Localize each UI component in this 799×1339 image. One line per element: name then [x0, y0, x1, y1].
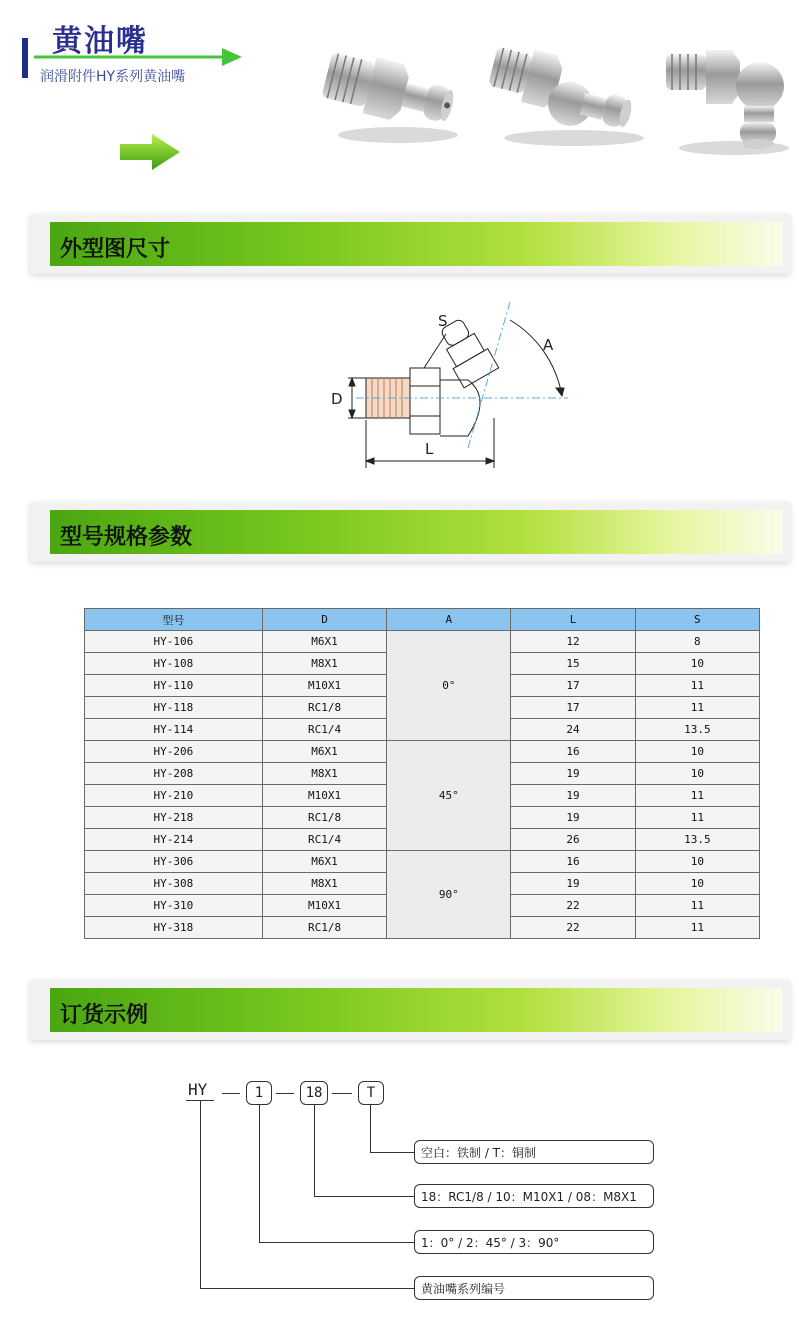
cell-d: RC1/8 [262, 697, 386, 719]
table-row [85, 741, 760, 763]
cell-l: 19 [511, 763, 635, 785]
cell-d: M10X1 [262, 895, 386, 917]
cell-l: 19 [511, 873, 635, 895]
section-title-order: 订货示例 [60, 1002, 149, 1028]
cell-s: 13.5 [635, 719, 759, 741]
cell-model: HY-110 [85, 675, 263, 697]
connector-line [259, 1104, 260, 1242]
cell-s: 8 [635, 631, 759, 653]
straight-nipple-image [318, 40, 468, 150]
cell-d: RC1/8 [262, 917, 386, 939]
page-title: 黄油嘴 [52, 24, 148, 59]
dimension-label-a: A [543, 336, 554, 354]
cell-d: M8X1 [262, 763, 386, 785]
green-arrow-icon [118, 132, 182, 172]
col-header-model: 型号 [85, 609, 263, 631]
cell-d: RC1/4 [262, 719, 386, 741]
cell-model: HY-308 [85, 873, 263, 895]
connector-line [259, 1242, 414, 1243]
order-code-material: T [358, 1081, 384, 1105]
cell-s: 10 [635, 851, 759, 873]
cell-angle: 90° [387, 851, 511, 939]
connector-line [370, 1104, 371, 1152]
connector-line [370, 1152, 414, 1153]
table-header-row [85, 609, 760, 631]
desc-series: 黄油嘴系列编号 [414, 1276, 654, 1300]
connector-line [200, 1100, 201, 1288]
cell-s: 11 [635, 697, 759, 719]
cell-d: RC1/4 [262, 829, 386, 851]
section-title-dimensions: 外型图尺寸 [60, 236, 171, 262]
desc-angle: 1：0° / 2：45° / 3：90° [414, 1230, 654, 1254]
cell-model: HY-210 [85, 785, 263, 807]
cell-d: M6X1 [262, 741, 386, 763]
cell-model: HY-106 [85, 631, 263, 653]
cell-model: HY-114 [85, 719, 263, 741]
cell-model: HY-318 [85, 917, 263, 939]
connector-line [314, 1104, 315, 1196]
cell-l: 19 [511, 785, 635, 807]
order-code-thread: 18 [300, 1081, 328, 1105]
connector-line [200, 1288, 414, 1289]
cell-model: HY-310 [85, 895, 263, 917]
cell-model: HY-306 [85, 851, 263, 873]
table-row [85, 631, 760, 653]
cell-l: 22 [511, 895, 635, 917]
cell-angle: 0° [387, 631, 511, 741]
col-header-d: D [262, 609, 386, 631]
cell-l: 22 [511, 917, 635, 939]
cell-model: HY-108 [85, 653, 263, 675]
cell-model: HY-218 [85, 807, 263, 829]
cell-s: 11 [635, 807, 759, 829]
section-title-specs: 型号规格参数 [60, 524, 193, 550]
cell-s: 11 [635, 675, 759, 697]
cell-l: 12 [511, 631, 635, 653]
cell-d: M8X1 [262, 653, 386, 675]
spec-table [84, 608, 760, 939]
cell-s: 10 [635, 653, 759, 675]
cell-s: 10 [635, 741, 759, 763]
order-code-prefix: HY [188, 1080, 208, 1099]
cell-model: HY-206 [85, 741, 263, 763]
desc-material: 空白：铁制 / T：铜制 [414, 1140, 654, 1164]
col-header-s: S [635, 609, 759, 631]
cell-s: 11 [635, 895, 759, 917]
cell-d: M8X1 [262, 873, 386, 895]
cell-angle: 45° [387, 741, 511, 851]
section-banner-order [30, 980, 790, 1040]
cell-d: M6X1 [262, 631, 386, 653]
dimension-drawing [320, 298, 580, 478]
angle-90-nipple-image [664, 40, 794, 160]
col-header-a: A [387, 609, 511, 631]
desc-thread: 18：RC1/8 / 10：M10X1 / 08：M8X1 [414, 1184, 654, 1208]
connector-line [314, 1196, 414, 1197]
cell-l: 24 [511, 719, 635, 741]
angle-45-nipple-image [484, 40, 654, 150]
dimension-label-s: S [438, 312, 448, 330]
cell-l: 17 [511, 675, 635, 697]
table-row [85, 851, 760, 873]
dimension-label-l: L [425, 440, 434, 458]
code-dash [276, 1093, 294, 1094]
page-subtitle: 润滑附件HY系列黄油嘴 [40, 69, 186, 85]
code-dash [222, 1093, 240, 1094]
cell-d: M6X1 [262, 851, 386, 873]
cell-s: 11 [635, 917, 759, 939]
order-code-angle: 1 [246, 1081, 272, 1105]
code-dash [332, 1093, 352, 1094]
section-banner-dimensions [30, 214, 790, 274]
col-header-l: L [511, 609, 635, 631]
cell-s: 13.5 [635, 829, 759, 851]
cell-model: HY-208 [85, 763, 263, 785]
cell-d: RC1/8 [262, 807, 386, 829]
cell-l: 17 [511, 697, 635, 719]
header-arrow-icon [34, 46, 244, 68]
cell-s: 11 [635, 785, 759, 807]
cell-l: 26 [511, 829, 635, 851]
cell-model: HY-118 [85, 697, 263, 719]
cell-s: 10 [635, 873, 759, 895]
cell-l: 19 [511, 807, 635, 829]
section-banner-specs [30, 502, 790, 562]
dimension-label-d: D [331, 390, 343, 408]
cell-l: 16 [511, 741, 635, 763]
cell-l: 16 [511, 851, 635, 873]
cell-d: M10X1 [262, 785, 386, 807]
cell-l: 15 [511, 653, 635, 675]
cell-d: M10X1 [262, 675, 386, 697]
cell-model: HY-214 [85, 829, 263, 851]
header-accent-bar [22, 38, 28, 78]
cell-s: 10 [635, 763, 759, 785]
